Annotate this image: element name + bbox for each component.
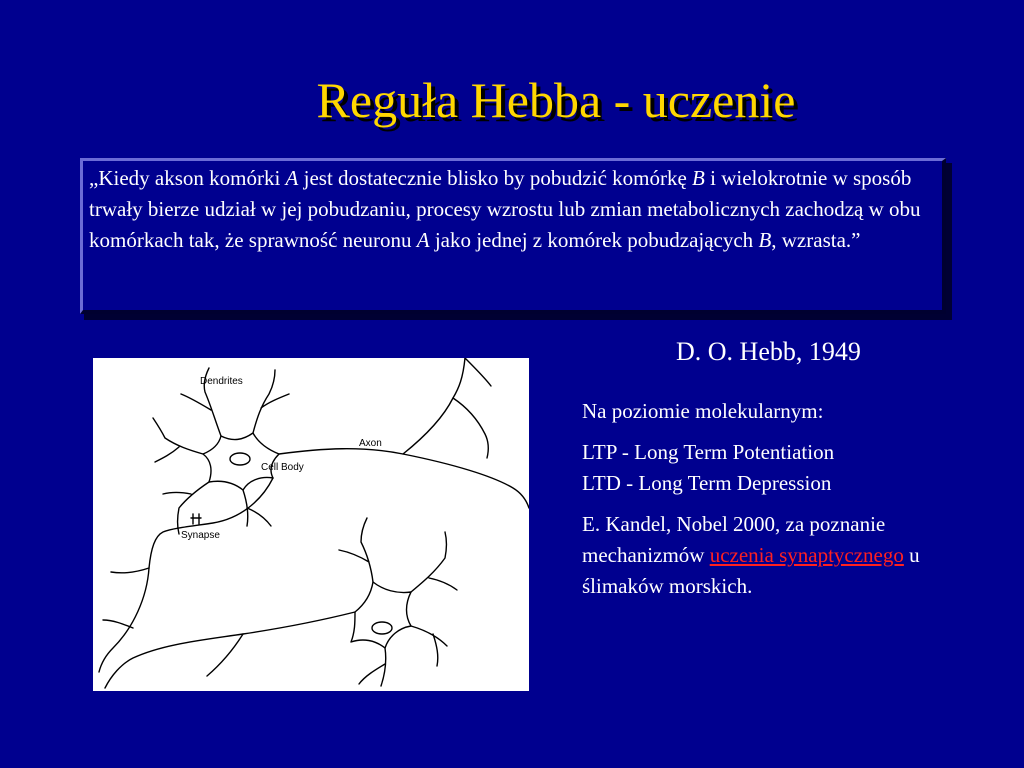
kandel-text-after: u ślimaków morskich. xyxy=(582,543,920,598)
ltp-line: LTP - Long Term Potentiation xyxy=(582,440,835,464)
axon-branch-2 xyxy=(453,398,488,458)
quote-author: D. O. Hebb, 1949 xyxy=(676,337,861,366)
dendrite-3 xyxy=(153,418,203,462)
axon-branch-top xyxy=(403,358,465,454)
quote-part-1: „Kiedy akson komórki xyxy=(89,166,286,190)
neuron-drawing xyxy=(93,358,529,691)
synapse-mark xyxy=(191,514,201,524)
label-synapse: Synapse xyxy=(181,530,220,541)
lower-axon xyxy=(105,612,355,688)
lower-dendrite-2 xyxy=(411,532,457,592)
axon xyxy=(279,449,529,508)
quote-cell-a: A xyxy=(285,166,299,190)
neuron-diagram xyxy=(93,358,529,691)
ltp-ltd-block xyxy=(582,437,972,499)
upper-nucleus xyxy=(230,453,250,465)
kandel-paragraph xyxy=(582,509,972,602)
quote-cell-b: B xyxy=(692,166,705,190)
lower-soma xyxy=(351,582,411,648)
quote-part-4: jako jednej z komórek pobudzających xyxy=(429,228,759,252)
molecular-panel xyxy=(582,396,972,612)
lower-dendrite-4 xyxy=(359,648,386,686)
synaptic-learning-link[interactable]: uczenia synaptycznego xyxy=(709,543,904,567)
lower-left-branch xyxy=(103,568,149,628)
quote-part-3: i wielokrotnie w sposób trwały bierze udział w jej pobudzaniu, procesy wzrostu lub zmian metabolicznych zachodzą w obu komórkach tak, że sprawność neuronu xyxy=(89,166,921,252)
quote-neuron-a: A xyxy=(416,228,430,252)
quote-part-5: , wzrasta.” xyxy=(771,228,861,252)
molecular-heading: Na poziomie molekularnym: xyxy=(582,399,824,423)
lower-dendrite-3 xyxy=(411,626,447,666)
slide-title: Reguła Hebba - uczenie xyxy=(316,72,796,128)
kandel-text-before: E. Kandel, Nobel 2000, za poznanie mechanizmów xyxy=(582,512,886,567)
lower-dendrite-1 xyxy=(339,518,373,582)
quote-cells-b: B xyxy=(758,228,772,252)
label-dendrites: Dendrites xyxy=(200,376,243,387)
hebb-quote xyxy=(89,163,939,256)
quote-part-2: jest dostatecznie blisko by pobudzić komórkę xyxy=(298,166,693,190)
label-axon: Axon xyxy=(359,438,382,449)
dendrite-4 xyxy=(163,482,209,534)
axon-branch-3 xyxy=(465,358,491,386)
lower-axon-branch xyxy=(207,634,243,676)
ltd-line: LTD - Long Term Depression xyxy=(582,471,832,495)
lower-nucleus xyxy=(372,622,392,634)
dendrite-2 xyxy=(253,370,289,433)
label-cell-body: Cell Body xyxy=(261,462,304,473)
